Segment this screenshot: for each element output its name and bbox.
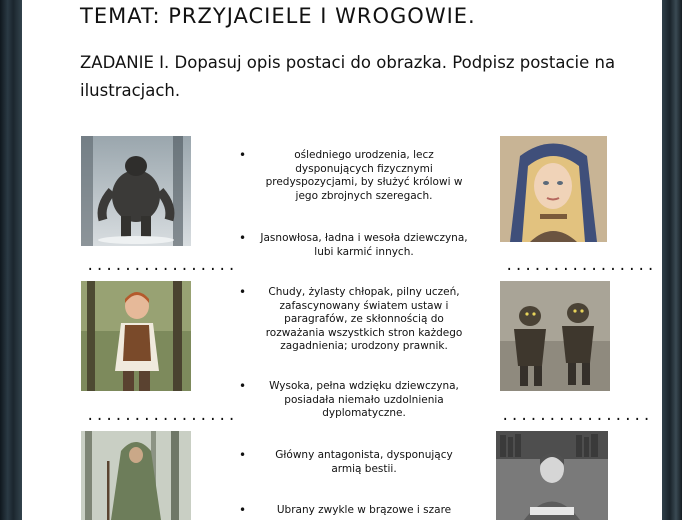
red-haired-boy-illustration <box>81 281 191 391</box>
bullet-icon: • <box>239 148 247 162</box>
description-text: Wysoka, pełna wdzięku dziewczyna, posiadała niemało uzdolnienia dyplomatyczne. <box>269 380 459 419</box>
description-text: Chudy, żylasty chłopak, pilny uczeń, zafascynowany światem ustaw i paragrafów, ze skłonnością do rozważania wszystkich stron każdego zagadnienia; urodzony prawnik. <box>265 286 463 352</box>
description-text: Jasnowłosa, ładna i wesoła dziewczyna, lubi karmić innych. <box>260 232 468 258</box>
description-item <box>229 232 469 259</box>
goblin-soldiers-illustration <box>500 281 610 391</box>
hooded-ranger-illustration <box>81 431 191 520</box>
bullet-icon: • <box>239 503 247 517</box>
description-text: Główny antagonista, dysponujący armią bestii. <box>275 449 453 475</box>
description-item <box>229 504 469 518</box>
werewolf-illustration <box>81 136 191 246</box>
blonde-girl-illustration <box>500 136 607 242</box>
answer-blank-2[interactable]: ................ <box>505 258 656 274</box>
bullet-icon: • <box>239 285 247 299</box>
bullet-icon: • <box>239 379 247 393</box>
task-instruction: ZADANIE I. Dopasuj opis postaci do obrazka. Podpisz postacie na ilustracjach. <box>80 53 616 100</box>
bullet-icon: • <box>239 448 247 462</box>
background-frame-right <box>662 0 682 520</box>
answer-blank-3[interactable]: ................ <box>86 408 237 424</box>
answer-blank-4[interactable]: ................ <box>501 408 652 424</box>
bullet-icon: • <box>239 231 247 245</box>
description-item <box>229 149 469 203</box>
background-frame-left <box>0 0 22 520</box>
description-item <box>229 380 469 421</box>
description-text: Ubrany zwykle w brązowe i szare <box>276 504 452 516</box>
page-title: TEMAT: PRZYJACIELE I WROGOWIE. <box>80 4 476 28</box>
answer-blank-1[interactable]: ................ <box>86 258 237 274</box>
worksheet-page <box>22 0 662 520</box>
description-item <box>229 286 469 354</box>
description-item <box>229 449 469 476</box>
description-text: ośledniego urodzenia, lecz dysponujących fizycznymi predyspozycjami, by służyć królowi w jego zbrojnych szeregach. <box>265 149 463 202</box>
young-scholar-illustration <box>496 431 608 520</box>
